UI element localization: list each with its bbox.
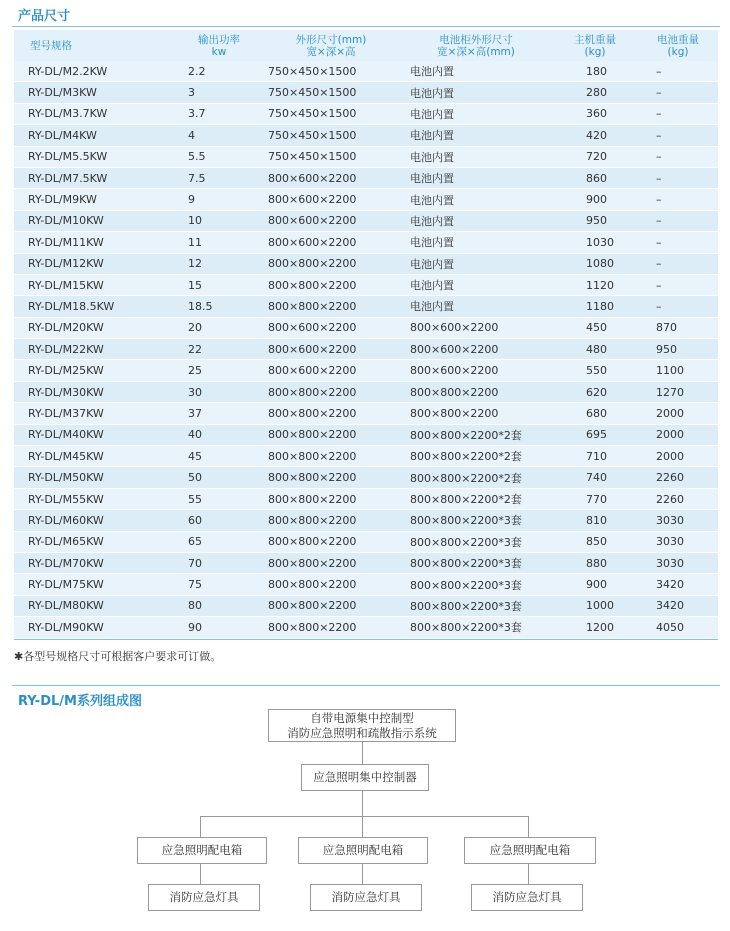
diagram-section-title: RY-DL/M系列组成图: [18, 694, 142, 709]
battery-weight-cell: –: [638, 167, 718, 188]
model-cell: RY-DL/M15KW: [14, 274, 176, 295]
cabinet-cell: 800×800×2200*2套: [400, 467, 552, 488]
section-divider: [12, 685, 720, 686]
model-cell: RY-DL/M7.5KW: [14, 167, 176, 188]
cabinet-cell: 电池内置: [400, 189, 552, 210]
dimension-cell: 800×600×2200: [262, 210, 400, 231]
dimension-cell: 800×800×2200: [262, 552, 400, 573]
connector-line: [200, 864, 201, 884]
lamp-box-right: 消防应急灯具: [471, 884, 583, 911]
power-cell: 15: [176, 274, 262, 295]
header-power-unit: kw: [211, 45, 227, 58]
table-row: [14, 552, 718, 573]
model-cell: RY-DL/M11KW: [14, 232, 176, 253]
battery-weight-cell: –: [638, 125, 718, 146]
main-weight-cell: 950: [552, 210, 638, 231]
battery-weight-cell: –: [638, 103, 718, 124]
header-main-weight-label: 主机重量: [574, 33, 616, 46]
main-weight-cell: 1080: [552, 253, 638, 274]
cabinet-cell: 800×800×2200*3套: [400, 510, 552, 531]
dimension-cell: 800×800×2200: [262, 381, 400, 402]
cabinet-cell: 800×600×2200: [400, 360, 552, 381]
system-box-line-2: 消防应急照明和疏散指示系统: [287, 725, 437, 740]
spec-table-body: [14, 61, 718, 638]
cabinet-cell: 电池内置: [400, 274, 552, 295]
power-cell: 45: [176, 446, 262, 467]
distribution-box-center: 应急照明配电箱: [298, 837, 428, 864]
table-row: [14, 61, 718, 82]
main-weight-cell: 360: [552, 103, 638, 124]
table-row: [14, 488, 718, 509]
main-weight-cell: 420: [552, 125, 638, 146]
dimension-cell: 800×600×2200: [262, 167, 400, 188]
section-divider: [12, 26, 720, 27]
main-weight-cell: 1030: [552, 232, 638, 253]
dimension-cell: 750×450×1500: [262, 125, 400, 146]
main-weight-cell: 620: [552, 381, 638, 402]
model-cell: RY-DL/M30KW: [14, 381, 176, 402]
power-cell: 40: [176, 424, 262, 445]
battery-weight-cell: 2260: [638, 467, 718, 488]
model-cell: RY-DL/M60KW: [14, 510, 176, 531]
battery-weight-cell: 2260: [638, 488, 718, 509]
dimension-cell: 800×800×2200: [262, 274, 400, 295]
battery-weight-cell: 4050: [638, 617, 718, 638]
model-cell: RY-DL/M20KW: [14, 317, 176, 338]
table-row: [14, 296, 718, 317]
table-row: [14, 317, 718, 338]
dimension-cell: 800×800×2200: [262, 403, 400, 424]
main-weight-cell: 280: [552, 82, 638, 103]
cabinet-cell: 800×800×2200*2套: [400, 424, 552, 445]
model-cell: RY-DL/M2.2KW: [14, 61, 176, 82]
cabinet-cell: 电池内置: [400, 146, 552, 167]
main-weight-cell: 860: [552, 167, 638, 188]
system-box: [268, 709, 456, 742]
table-row: [14, 574, 718, 595]
table-row: [14, 103, 718, 124]
power-cell: 11: [176, 232, 262, 253]
battery-weight-cell: 2000: [638, 403, 718, 424]
dimension-cell: 750×450×1500: [262, 146, 400, 167]
header-cabinet: [400, 30, 552, 61]
main-weight-cell: 810: [552, 510, 638, 531]
table-row: [14, 339, 718, 360]
battery-weight-cell: –: [638, 189, 718, 210]
connector-line: [362, 791, 363, 816]
model-cell: RY-DL/M12KW: [14, 253, 176, 274]
cabinet-cell: 800×600×2200: [400, 317, 552, 338]
main-weight-cell: 480: [552, 339, 638, 360]
table-row: [14, 360, 718, 381]
header-battery-weight: [638, 30, 718, 61]
model-cell: RY-DL/M3.7KW: [14, 103, 176, 124]
table-row: [14, 253, 718, 274]
dimension-cell: 750×450×1500: [262, 61, 400, 82]
dimension-cell: 800×800×2200: [262, 531, 400, 552]
power-cell: 30: [176, 381, 262, 402]
cabinet-cell: 800×800×2200*3套: [400, 595, 552, 616]
power-cell: 12: [176, 253, 262, 274]
cabinet-cell: 电池内置: [400, 296, 552, 317]
main-weight-cell: 740: [552, 467, 638, 488]
model-cell: RY-DL/M80KW: [14, 595, 176, 616]
battery-weight-cell: 2000: [638, 424, 718, 445]
table-row: [14, 232, 718, 253]
main-weight-cell: 180: [552, 61, 638, 82]
main-weight-cell: 900: [552, 574, 638, 595]
battery-weight-cell: 2000: [638, 446, 718, 467]
header-power: [176, 30, 262, 61]
table-bottom-rule: [14, 639, 718, 640]
power-cell: 22: [176, 339, 262, 360]
main-weight-cell: 1120: [552, 274, 638, 295]
model-cell: RY-DL/M90KW: [14, 617, 176, 638]
connector-line: [528, 864, 529, 884]
model-cell: RY-DL/M25KW: [14, 360, 176, 381]
cabinet-cell: 电池内置: [400, 167, 552, 188]
dimension-cell: 800×600×2200: [262, 360, 400, 381]
battery-weight-cell: –: [638, 274, 718, 295]
model-cell: RY-DL/M9KW: [14, 189, 176, 210]
header-dims-label: 外形尺寸(mm): [295, 33, 367, 46]
model-cell: RY-DL/M75KW: [14, 574, 176, 595]
power-cell: 10: [176, 210, 262, 231]
model-cell: RY-DL/M65KW: [14, 531, 176, 552]
connector-line: [200, 816, 201, 837]
dimension-cell: 800×600×2200: [262, 339, 400, 360]
battery-weight-cell: 3030: [638, 552, 718, 573]
dimension-cell: 750×450×1500: [262, 103, 400, 124]
power-cell: 9: [176, 189, 262, 210]
power-cell: 3: [176, 82, 262, 103]
table-row: [14, 424, 718, 445]
table-row: [14, 595, 718, 616]
model-cell: RY-DL/M37KW: [14, 403, 176, 424]
table-row: [14, 446, 718, 467]
power-cell: 55: [176, 488, 262, 509]
battery-weight-cell: 3420: [638, 595, 718, 616]
model-cell: RY-DL/M45KW: [14, 446, 176, 467]
model-cell: RY-DL/M10KW: [14, 210, 176, 231]
main-weight-cell: 450: [552, 317, 638, 338]
power-cell: 7.5: [176, 167, 262, 188]
battery-weight-cell: 3030: [638, 510, 718, 531]
cabinet-cell: 电池内置: [400, 253, 552, 274]
battery-weight-cell: –: [638, 146, 718, 167]
model-cell: RY-DL/M3KW: [14, 82, 176, 103]
table-row: [14, 403, 718, 424]
table-row: [14, 82, 718, 103]
table-row: [14, 167, 718, 188]
table-row: [14, 210, 718, 231]
model-cell: RY-DL/M22KW: [14, 339, 176, 360]
header-dims: [262, 30, 400, 61]
branch-line: [200, 816, 529, 817]
cabinet-cell: 800×800×2200: [400, 403, 552, 424]
dimension-cell: 800×600×2200: [262, 317, 400, 338]
power-cell: 5.5: [176, 146, 262, 167]
main-weight-cell: 880: [552, 552, 638, 573]
power-cell: 2.2: [176, 61, 262, 82]
header-main-weight: [552, 30, 638, 61]
cabinet-cell: 800×800×2200*2套: [400, 446, 552, 467]
table-row: [14, 510, 718, 531]
model-cell: RY-DL/M4KW: [14, 125, 176, 146]
distribution-box-left: 应急照明配电箱: [137, 837, 267, 864]
distribution-box-right: 应急照明配电箱: [464, 837, 596, 864]
main-weight-cell: 850: [552, 531, 638, 552]
cabinet-cell: 800×800×2200: [400, 381, 552, 402]
lamp-box-center: 消防应急灯具: [310, 884, 422, 911]
table-row: [14, 125, 718, 146]
table-row: [14, 467, 718, 488]
dimension-cell: 800×800×2200: [262, 617, 400, 638]
dimension-cell: 750×450×1500: [262, 82, 400, 103]
connector-line: [362, 864, 363, 884]
battery-weight-cell: 870: [638, 317, 718, 338]
power-cell: 65: [176, 531, 262, 552]
battery-weight-cell: –: [638, 61, 718, 82]
dimension-cell: 800×800×2200: [262, 595, 400, 616]
main-weight-cell: 770: [552, 488, 638, 509]
main-weight-cell: 1000: [552, 595, 638, 616]
connector-line: [362, 742, 363, 764]
lamp-box-left: 消防应急灯具: [148, 884, 260, 911]
header-main-weight-unit: (kg): [584, 45, 606, 58]
cabinet-cell: 800×800×2200*2套: [400, 488, 552, 509]
table-row: [14, 189, 718, 210]
header-power-label: 输出功率: [198, 33, 240, 46]
main-weight-cell: 710: [552, 446, 638, 467]
model-cell: RY-DL/M18.5KW: [14, 296, 176, 317]
controller-box: 应急照明集中控制器: [301, 764, 429, 791]
main-weight-cell: 1200: [552, 617, 638, 638]
cabinet-cell: 800×800×2200*3套: [400, 531, 552, 552]
cabinet-cell: 800×800×2200*3套: [400, 617, 552, 638]
dimension-cell: 800×800×2200: [262, 296, 400, 317]
battery-weight-cell: 3420: [638, 574, 718, 595]
model-cell: RY-DL/M55KW: [14, 488, 176, 509]
main-weight-cell: 720: [552, 146, 638, 167]
power-cell: 3.7: [176, 103, 262, 124]
power-cell: 25: [176, 360, 262, 381]
battery-weight-cell: –: [638, 82, 718, 103]
power-cell: 80: [176, 595, 262, 616]
table-row: [14, 146, 718, 167]
model-cell: RY-DL/M40KW: [14, 424, 176, 445]
spec-table: [14, 30, 718, 639]
battery-weight-cell: 1270: [638, 381, 718, 402]
battery-weight-cell: –: [638, 232, 718, 253]
table-row: [14, 381, 718, 402]
system-box-line-1: 自带电源集中控制型: [310, 710, 414, 725]
cabinet-cell: 电池内置: [400, 210, 552, 231]
power-cell: 60: [176, 510, 262, 531]
power-cell: 75: [176, 574, 262, 595]
battery-weight-cell: 1100: [638, 360, 718, 381]
cabinet-cell: 800×600×2200: [400, 339, 552, 360]
cabinet-cell: 800×800×2200*3套: [400, 552, 552, 573]
main-weight-cell: 900: [552, 189, 638, 210]
header-battery-weight-label: 电池重量: [657, 33, 699, 46]
spec-section-title: 产品尺寸: [18, 9, 71, 24]
main-weight-cell: 680: [552, 403, 638, 424]
dimension-cell: 800×800×2200: [262, 424, 400, 445]
cabinet-cell: 800×800×2200*3套: [400, 574, 552, 595]
model-cell: RY-DL/M50KW: [14, 467, 176, 488]
power-cell: 37: [176, 403, 262, 424]
main-weight-cell: 550: [552, 360, 638, 381]
power-cell: 4: [176, 125, 262, 146]
cabinet-cell: 电池内置: [400, 61, 552, 82]
power-cell: 90: [176, 617, 262, 638]
table-row: [14, 274, 718, 295]
model-cell: RY-DL/M5.5KW: [14, 146, 176, 167]
model-cell: RY-DL/M70KW: [14, 552, 176, 573]
table-row: [14, 531, 718, 552]
power-cell: 70: [176, 552, 262, 573]
cabinet-cell: 电池内置: [400, 82, 552, 103]
power-cell: 20: [176, 317, 262, 338]
cabinet-cell: 电池内置: [400, 125, 552, 146]
cabinet-cell: 电池内置: [400, 232, 552, 253]
main-weight-cell: 1180: [552, 296, 638, 317]
dimension-cell: 800×800×2200: [262, 488, 400, 509]
connector-line: [362, 816, 363, 837]
dimension-cell: 800×800×2200: [262, 510, 400, 531]
custom-size-note: ✱各型号规格尺寸可根据客户要求可订做。: [14, 650, 222, 663]
header-model: 型号规格: [14, 30, 176, 61]
header-cabinet-label: 电池柜外形尺寸: [439, 33, 513, 46]
dimension-cell: 800×800×2200: [262, 467, 400, 488]
battery-weight-cell: –: [638, 296, 718, 317]
connector-line: [528, 816, 529, 837]
power-cell: 18.5: [176, 296, 262, 317]
header-cabinet-unit: 宽×深×高(mm): [437, 45, 515, 58]
dimension-cell: 800×600×2200: [262, 189, 400, 210]
main-weight-cell: 695: [552, 424, 638, 445]
battery-weight-cell: –: [638, 253, 718, 274]
dimension-cell: 800×800×2200: [262, 446, 400, 467]
header-battery-weight-unit: (kg): [667, 45, 689, 58]
battery-weight-cell: 950: [638, 339, 718, 360]
table-header-row: [14, 30, 718, 61]
header-dims-unit: 宽×深×高: [306, 45, 356, 58]
dimension-cell: 800×800×2200: [262, 253, 400, 274]
cabinet-cell: 电池内置: [400, 103, 552, 124]
battery-weight-cell: 3030: [638, 531, 718, 552]
dimension-cell: 800×600×2200: [262, 232, 400, 253]
power-cell: 50: [176, 467, 262, 488]
battery-weight-cell: –: [638, 210, 718, 231]
table-row: [14, 617, 718, 638]
dimension-cell: 800×800×2200: [262, 574, 400, 595]
